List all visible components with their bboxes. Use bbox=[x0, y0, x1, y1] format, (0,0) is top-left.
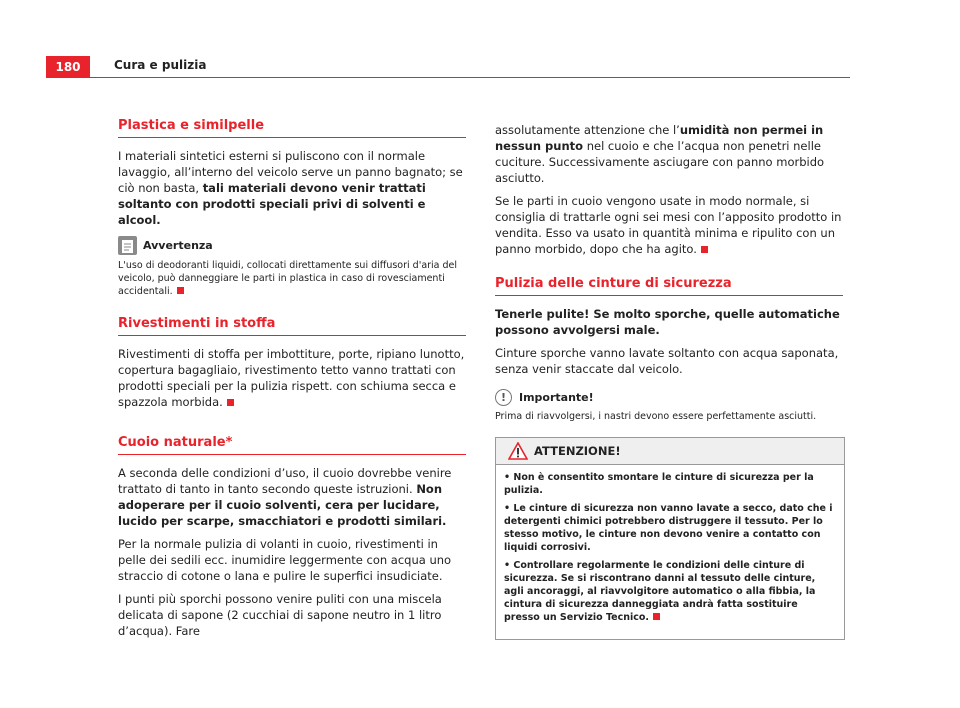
important-title: Importante! bbox=[519, 391, 594, 404]
important-text: Prima di riavvolgersi, i nastri devono essere perfettamente asciutti. bbox=[495, 411, 817, 422]
paragraph-cuoio-2: Per la normale pulizia di volanti in cuoio, rivestimenti in pelle dei sedili ecc. inumidire leggermente con acqua uno straccio di cotone o lana e pulire le superfici insudiciate. bbox=[118, 537, 452, 583]
paragraph-cinture: Cinture sporche vanno lavate soltanto con acqua saponata, senza venir staccate dal veicolo. bbox=[495, 346, 839, 376]
exclamation-circle-icon: ! bbox=[495, 389, 512, 406]
warning-title: ATTENZIONE! bbox=[534, 444, 621, 458]
end-mark bbox=[227, 399, 234, 406]
heading-cinture: Pulizia delle cinture di sicurezza bbox=[495, 276, 843, 296]
note-pencil-icon bbox=[120, 238, 135, 255]
cuoio-bold-text: Non adoperare per il cuoio solventi, cera per lucidare, lucido per scarpe, smacchiatori e prodotti similari. bbox=[118, 482, 447, 528]
warning-item-text: • Controllare regolarmente le condizioni delle cinture di sicurezza. Se si riscontrano danni al tessuto delle cinture, agli ancoraggi, al riavvolgitore automatico o alla fibbia, la cintura di sicurezza danneggiata andrà fatta sostituire presso un Servizio Tecnico. bbox=[504, 560, 816, 623]
heading-plastica: Plastica e similpelle bbox=[118, 118, 466, 138]
left-column bbox=[118, 118, 466, 646]
paragraph-cuoio-1 bbox=[118, 465, 466, 529]
warning-box bbox=[495, 437, 845, 640]
cont-text-b: nel cuoio e che l’acqua non penetri nelle cuciture. Successivamente asciugare con panno morbido asciutto. bbox=[495, 139, 825, 185]
stoffa-text: Rivestimenti di stoffa per imbottiture, porte, ripiano lunotto, copertura bagagliaio, rivestimento tetto vanno trattati con prodotti speciali per la pulizia rispett. con schiuma secca e spazzola morbida. bbox=[118, 347, 465, 409]
warning-header bbox=[496, 438, 844, 465]
header-rule bbox=[90, 77, 850, 78]
heading-cuoio: Cuoio naturale* bbox=[118, 435, 466, 455]
paragraph-stoffa bbox=[118, 346, 466, 410]
warning-body bbox=[496, 465, 844, 639]
warning-item: • Le cinture di sicurezza non vanno lavate a secco, dato che i detergenti chimici potrebbero distruggere il tessuto. Per lo stesso motivo, le cinture non devono venire a contatto con liquidi corrosivi. bbox=[504, 503, 833, 553]
cuoio-text: A seconda delle condizioni d’uso, il cuoio dovrebbe venire trattato di tanto in tanto secondo queste istruzioni. bbox=[118, 466, 452, 496]
end-mark bbox=[653, 613, 660, 620]
cont-text-2: Se le parti in cuoio vengono usate in modo normale, si consiglia di trattarle ogni sei mesi con l’apposito prodotto in vendita. Esso va usato in quantità minima e ripulito con un panno morbido, dopo che ha agito. bbox=[495, 194, 842, 256]
cont-bold-text: umidità non permei in nessun punto bbox=[495, 123, 824, 153]
paragraph-cuoio-3: I punti più sporchi possono venire puliti con una miscela delicata di sapone (2 cucchiai di sapone neutro in 1 litro d’acqua). Fare bbox=[118, 592, 442, 638]
cinture-bold-text: Tenerle pulite! Se molto sporche, quelle automatiche possono avvolgersi male. bbox=[495, 307, 840, 337]
warning-item: • Non è consentito smontare le cinture di sicurezza per la pulizia. bbox=[504, 472, 814, 496]
end-mark bbox=[177, 287, 184, 294]
warning-item bbox=[504, 559, 836, 624]
important-header bbox=[495, 389, 843, 406]
heading-stoffa: Rivestimenti in stoffa bbox=[118, 316, 466, 336]
right-column bbox=[495, 122, 843, 640]
plastica-bold-text: tali materiali devono venir trattati soltanto con prodotti speciali privi di solventi e alcool. bbox=[118, 181, 426, 227]
note-text bbox=[118, 259, 466, 298]
end-mark bbox=[701, 246, 708, 253]
paragraph-cuoio-cont-2 bbox=[495, 193, 843, 257]
note-title: Avvertenza bbox=[143, 239, 213, 252]
cont-text-a: assolutamente attenzione che l’ bbox=[495, 123, 680, 137]
note-text-content: L'uso di deodoranti liquidi, collocati direttamente sui diffusori d'aria del veicolo, può danneggiare le parti in plastica in caso di rovesciamenti accidentali. bbox=[118, 260, 458, 297]
running-head-title: Cura e pulizia bbox=[114, 58, 207, 72]
paragraph-plastica bbox=[118, 148, 466, 228]
note-header bbox=[118, 236, 466, 255]
paragraph-cuoio-cont-1 bbox=[495, 122, 843, 186]
cinture-bold-lead bbox=[495, 306, 843, 338]
plastica-text: I materiali sintetici esterni si puliscono con il normale lavaggio, all’interno del veicolo serve un panno bagnato; se ciò non basta, bbox=[118, 149, 463, 195]
note-icon bbox=[118, 236, 137, 255]
warning-triangle-icon bbox=[508, 442, 528, 460]
page-number: 180 bbox=[46, 56, 90, 78]
